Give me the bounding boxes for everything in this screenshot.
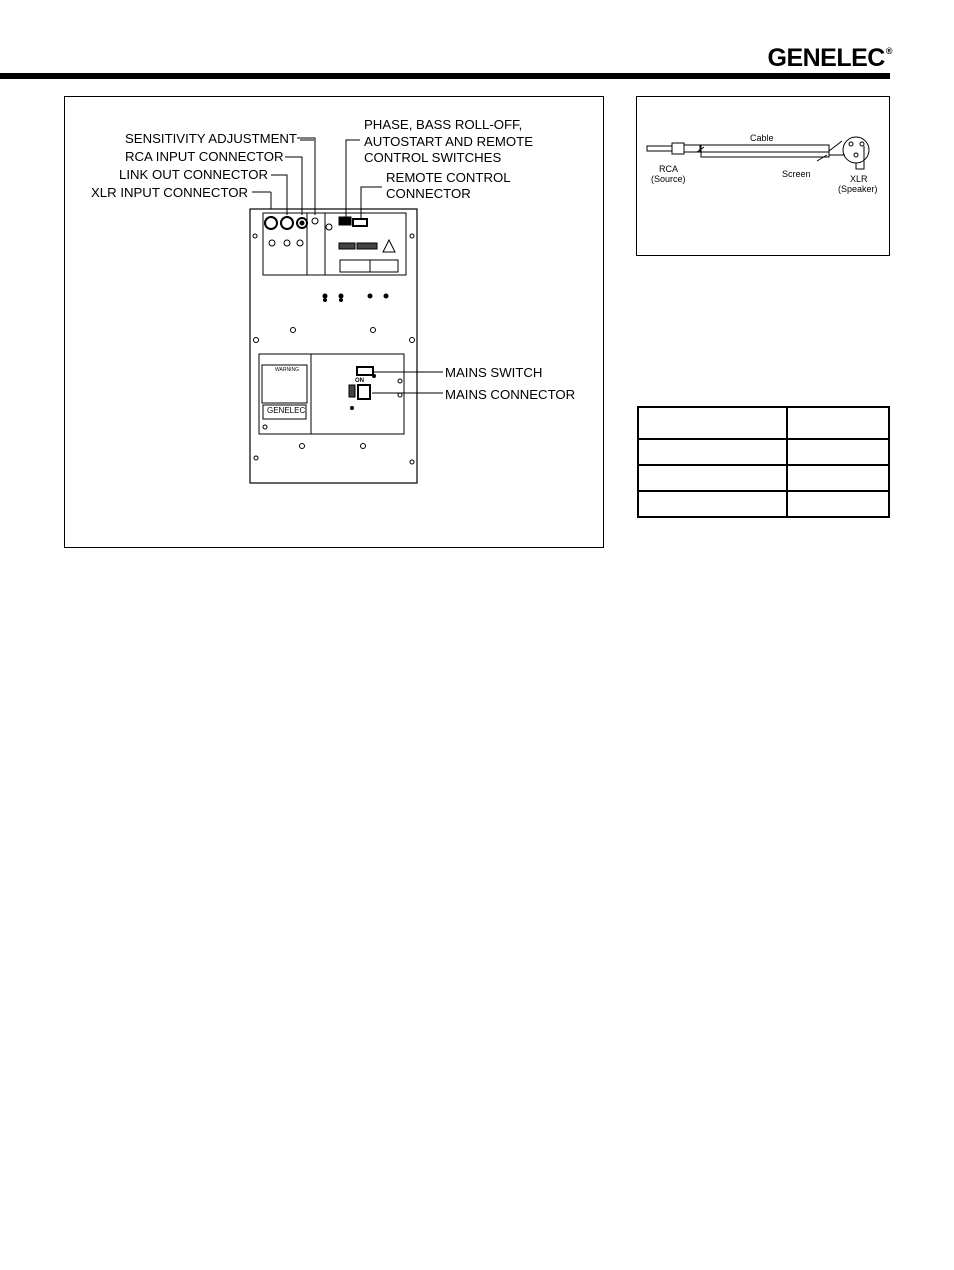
table-cell [638, 439, 787, 465]
table-cell [787, 407, 889, 439]
table-row [638, 439, 889, 465]
label-xlr-input-connector: XLR INPUT CONNECTOR [91, 185, 249, 200]
label-remote-line1: REMOTE CONTROL [386, 170, 511, 185]
rca-label-line2: (Source) [651, 174, 686, 184]
blank-table [637, 406, 890, 518]
panel-on-text: ON [355, 378, 364, 384]
table-row [638, 491, 889, 517]
rear-panel-figure [64, 96, 604, 548]
table-cell [638, 465, 787, 491]
panel-logo-text: GENELEC [267, 406, 306, 415]
table-row [638, 465, 889, 491]
label-mains-switch: MAINS SWITCH [445, 365, 543, 380]
brand-name: GENELEC [767, 44, 885, 72]
label-rca-input-connector: RCA INPUT CONNECTOR [125, 149, 284, 164]
label-mains-connector: MAINS CONNECTOR [445, 387, 576, 402]
label-remote-line2: CONNECTOR [386, 186, 471, 201]
table-cell [787, 439, 889, 465]
xlr-label-line2: (Speaker) [838, 184, 878, 194]
registered-mark: ® [885, 46, 892, 56]
table-cell [787, 491, 889, 517]
rca-label-line1: RCA [659, 164, 679, 174]
cable-label: Cable [750, 133, 774, 143]
label-link-out-connector: LINK OUT CONNECTOR [119, 167, 268, 182]
cable-wiring-figure [636, 96, 890, 256]
label-sensitivity-adjustment: SENSITIVITY ADJUSTMENT [125, 131, 297, 146]
label-switches-line1: PHASE, BASS ROLL-OFF, [364, 117, 523, 132]
header-rule [0, 73, 890, 79]
table-cell [638, 407, 787, 439]
table-cell [787, 465, 889, 491]
screen-label: Screen [782, 169, 811, 179]
label-switches-line3: CONTROL SWITCHES [364, 150, 502, 165]
genelec-logo [768, 44, 893, 73]
xlr-label-line1: XLR [850, 174, 868, 184]
panel-warning-text: WARNING [275, 367, 299, 373]
label-switches-line2: AUTOSTART AND REMOTE [364, 134, 534, 149]
table-row [638, 407, 889, 439]
table-cell [638, 491, 787, 517]
